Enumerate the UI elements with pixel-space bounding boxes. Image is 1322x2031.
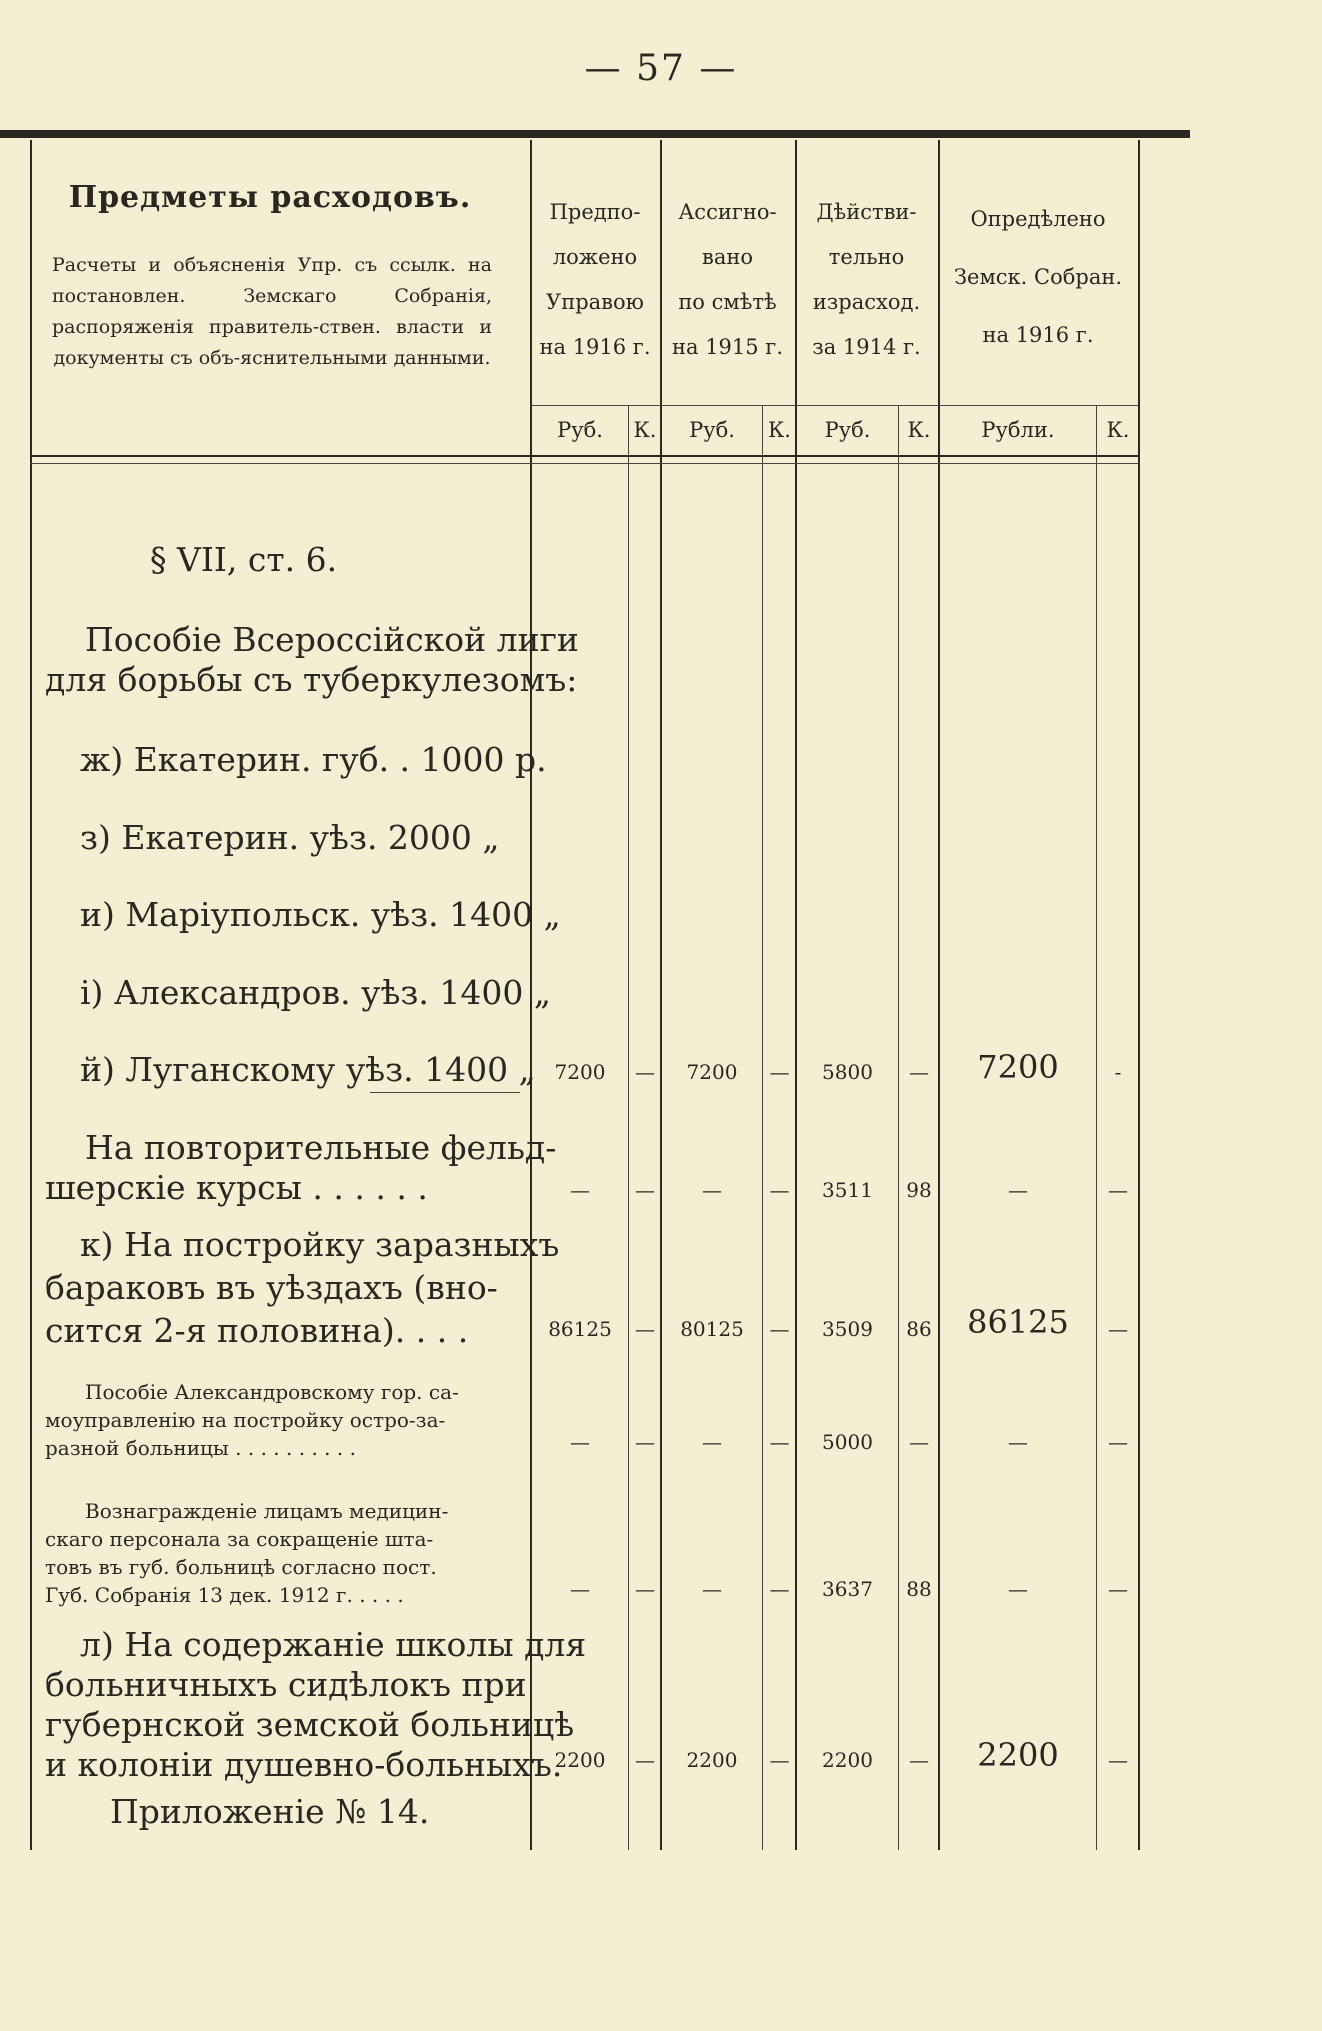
appendix-reference: Приложеніе № 14. bbox=[110, 1792, 430, 1831]
column-header-proposed: Предпо- ложено Управою на 1916 г. bbox=[539, 200, 651, 359]
page-number: — 57 — bbox=[584, 48, 738, 89]
row-label-line: шерскіе курсы . . . . . . bbox=[45, 1168, 428, 1207]
row-label-line: На повторительные фельд- bbox=[85, 1128, 557, 1167]
unit-rub: Руб. bbox=[689, 418, 735, 442]
unit-kop: К. bbox=[768, 418, 791, 442]
column-header-decided: Опредѣлено Земск. Собран. на 1916 г. bbox=[953, 207, 1123, 347]
subject-subtitle: Расчеты и объясненія Упр. съ ссылк. на постановлен. Земскаго Собранія, распоряженія правитель-ствен. власти и документы съ объ-яснительными данными. bbox=[52, 254, 492, 369]
unit-kop: К. bbox=[1106, 418, 1130, 442]
row-label: Пособіе Александровскому гор. са- моуправленію на постройку остро-за- разной больницы . . . . . . . . . . bbox=[45, 1380, 459, 1460]
row-label-line: бараковъ въ уѣздахъ (вно- bbox=[45, 1268, 498, 1307]
league-item: з) Екатерин. уѣз. 2000 „ bbox=[80, 818, 500, 857]
league-heading-line: для борьбы съ туберкулезомъ: bbox=[45, 660, 578, 699]
league-item: и) Маріупольск. уѣз. 1400 „ bbox=[80, 895, 561, 934]
league-item: й) Луганскому уѣз. 1400 „ bbox=[80, 1050, 536, 1089]
sum-rule bbox=[370, 1092, 520, 1093]
unit-kop: К. bbox=[907, 418, 931, 442]
unit-rub: Руб. bbox=[824, 418, 871, 442]
section-heading: § VII, ст. 6. bbox=[150, 540, 338, 579]
row-label: Вознагражденіе лицамъ медицин- скаго персонала за сокращеніе шта- товъ въ губ. больницѣ согласно пост. Губ. Собранія 13 дек. 1912 г. . . . . bbox=[45, 1499, 449, 1607]
row-label-line: губернской земской больницѣ bbox=[45, 1705, 575, 1744]
league-heading-line: Пособіе Всероссійской лиги bbox=[85, 620, 579, 659]
unit-kop: К. bbox=[633, 418, 657, 442]
league-item: і) Александров. уѣз. 1400 „ bbox=[80, 973, 551, 1012]
row-label-line: и колоніи душевно-больныхъ. bbox=[45, 1745, 563, 1784]
column-header-spent: Дѣйстви- тельно израсход. за 1914 г. bbox=[812, 200, 921, 359]
subject-title: Предметы расходовъ. bbox=[68, 180, 472, 215]
row-label-line: к) На постройку заразныхъ bbox=[80, 1225, 560, 1264]
unit-rub: Рубли. bbox=[981, 418, 1055, 442]
column-header-assigned: Ассигно- вано по смѣтѣ на 1915 г. bbox=[672, 200, 783, 359]
top-rule bbox=[0, 130, 1190, 138]
row-label-line: л) На содержаніе школы для bbox=[80, 1625, 587, 1664]
league-item: ж) Екатерин. губ. . 1000 р. bbox=[80, 740, 547, 779]
unit-rub: Руб. bbox=[557, 418, 603, 442]
row-label-line: больничныхъ сидѣлокъ при bbox=[45, 1665, 527, 1704]
row-label-line: сится 2-я половина). . . . bbox=[45, 1311, 469, 1350]
